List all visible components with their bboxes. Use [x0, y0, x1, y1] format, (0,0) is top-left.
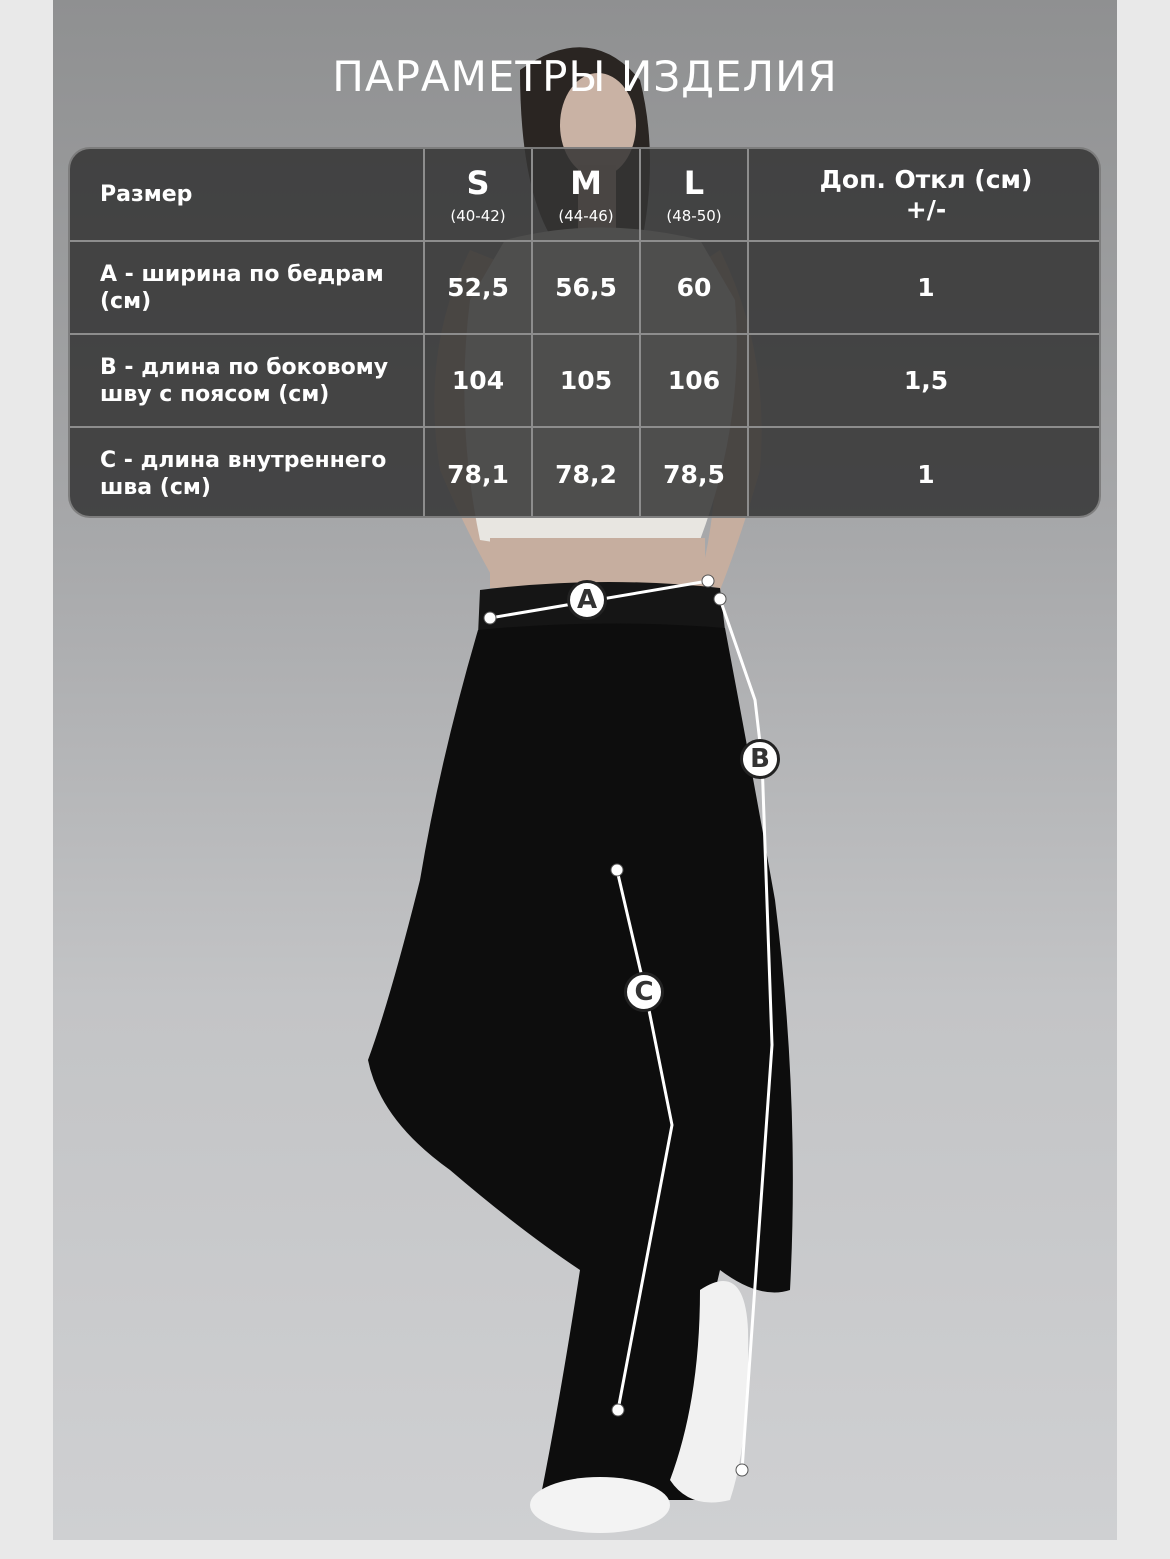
value-text: 52,5 [447, 273, 509, 302]
size-letter: L [683, 163, 705, 202]
row-label-line2: шва (см) [100, 475, 211, 500]
value-text: 1,5 [903, 366, 949, 395]
row-label-line1: С - длина внутреннего [100, 448, 387, 473]
inseam-line [617, 870, 672, 1410]
value-text: 104 [451, 366, 505, 395]
side-seam-line [720, 599, 772, 1470]
value-text: 78,5 [663, 459, 725, 489]
point-dot [611, 864, 623, 876]
size-letter: S [466, 163, 490, 202]
value-text: 56,5 [555, 273, 617, 302]
size-range: (44-46) [558, 206, 614, 225]
point-dot [612, 1404, 624, 1416]
marker-c: C [624, 972, 664, 1012]
value-text: 1 [917, 273, 935, 302]
point-dot [714, 593, 726, 605]
row-label-line1: В - длина по боковому [100, 354, 389, 380]
value-text: 106 [667, 366, 721, 395]
size-letter: M [570, 163, 602, 202]
point-dot [484, 612, 496, 624]
row-label-line2: шву с поясом (см) [100, 381, 330, 407]
point-dot [736, 1464, 748, 1476]
value-text: 1 [917, 459, 935, 489]
tolerance-header-line1: Доп. Откл (см) [819, 164, 1033, 194]
row-label-line1: А - ширина по бедрам (см) [100, 261, 384, 314]
tolerance-header-line2: +/- [905, 194, 947, 224]
point-dot [702, 575, 714, 587]
value-text: 105 [559, 366, 613, 395]
size-range: (40-42) [450, 206, 506, 225]
page-title: ПАРАМЕТРЫ ИЗДЕЛИЯ [332, 52, 838, 101]
size-header: Размер [100, 182, 193, 207]
marker-a: A [567, 580, 607, 620]
size-range: (48-50) [666, 206, 722, 225]
value-text: 78,2 [555, 459, 617, 489]
value-text: 78,1 [447, 459, 509, 489]
value-text: 60 [676, 273, 712, 302]
marker-b: B [740, 739, 780, 779]
